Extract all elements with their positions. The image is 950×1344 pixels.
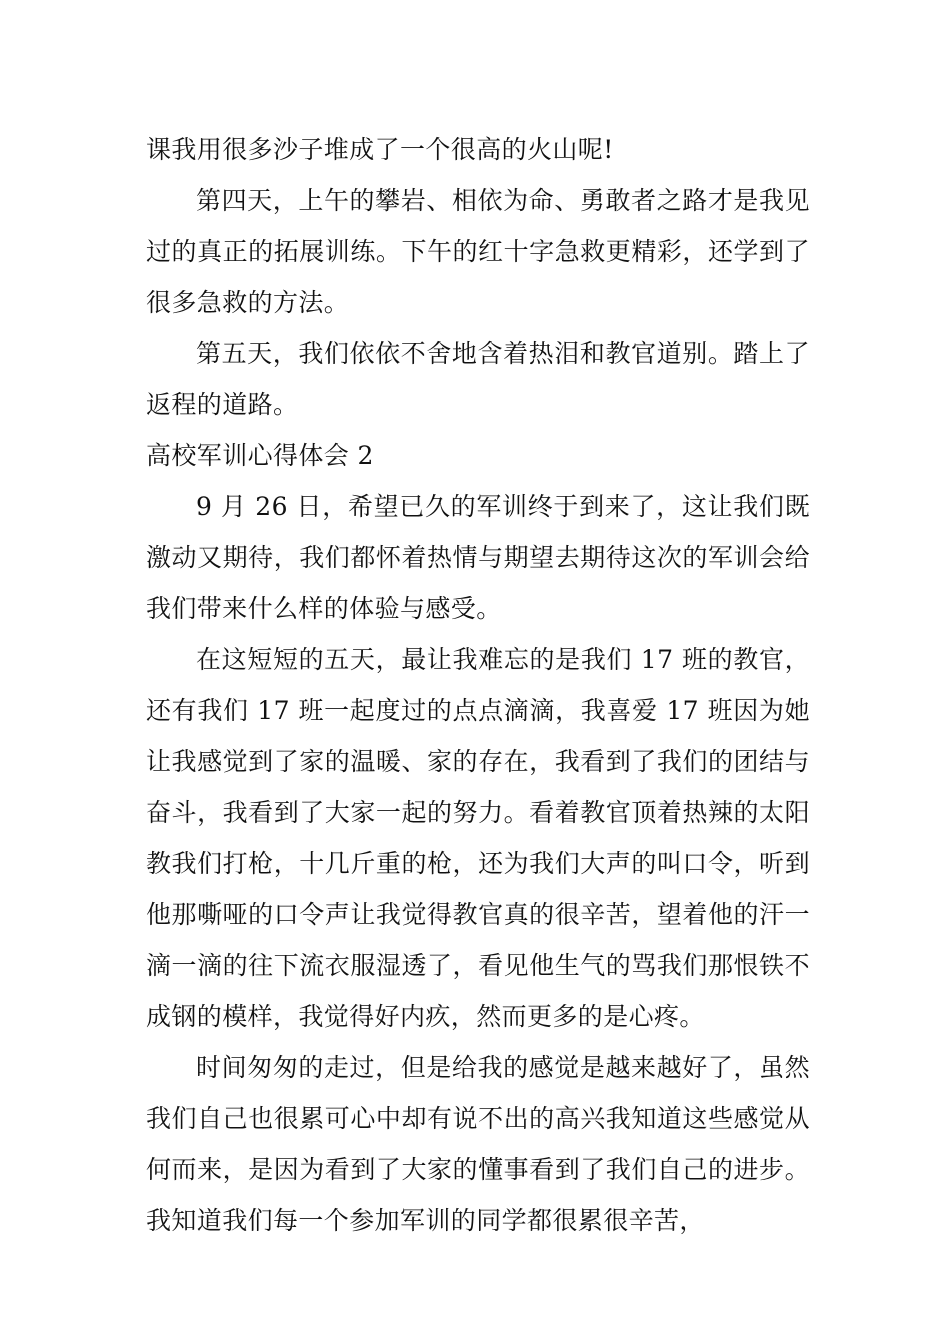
paragraph-memories: 在这短短的五天，最让我难忘的是我们 17 班的教官，还有我们 17 班一起度过的点点滴滴，我喜爱 17 班因为她让我感觉到了家的温暖、家的存在，我看到了我们的团结与奋斗，我看到了大家一起的努力。看着教官顶着热辣的太阳教我们打枪，十几斤重的枪，还为我们大声的叫口令，听到他那嘶哑的口令声让我觉得教官真的很辛苦，望着他的汗一滴一滴的往下流衣服湿透了，看见他生气的骂我们那恨铁不成钢的模样，我觉得好内疚，然而更多的是心疼。 [146, 645, 810, 1031]
document-body [146, 124, 810, 1246]
paragraph-continued: 课我用很多沙子堆成了一个很高的火山呢! [146, 135, 614, 164]
paragraph-day-five: 第五天，我们依依不舍地含着热泪和教官道别。踏上了返程的道路。 [146, 339, 810, 419]
paragraph-intro: 9 月 26 日，希望已久的军训终于到来了，这让我们既激动又期待，我们都怀着热情与期望去期待这次的军训会给我们带来什么样的体验与感受。 [146, 492, 810, 623]
paragraph-day-four: 第四天，上午的攀岩、相依为命、勇敢者之路才是我见过的真正的拓展训练。下午的红十字急救更精彩，还学到了很多急救的方法。 [146, 186, 810, 317]
paragraph-progress: 时间匆匆的走过，但是给我的感觉是越来越好了，虽然我们自己也很累可心中却有说不出的高兴我知道这些感觉从何而来，是因为看到了大家的懂事看到了我们自己的进步。我知道我们每一个参加军训的同学都很累很辛苦， [146, 1053, 810, 1235]
section-title: 高校军训心得体会 2 [146, 441, 374, 470]
